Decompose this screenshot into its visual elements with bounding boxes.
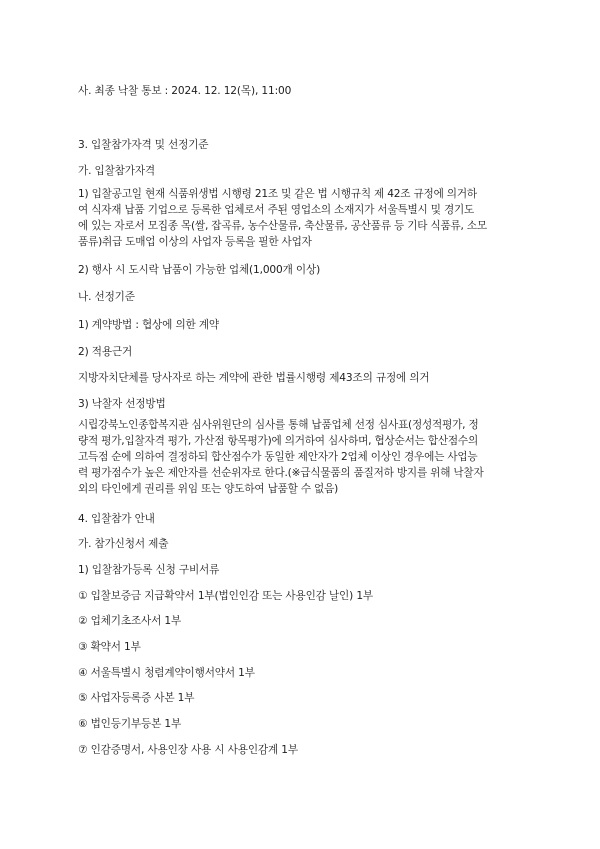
qualification-item-1-line: 1) 입찰공고일 현재 식품위생법 시행령 21조 및 같은 법 시행규칙 제 42조 규정에 의거하 <box>78 188 477 200</box>
section-3-subheading-criteria: 나. 선정기준 <box>78 291 135 303</box>
selection-method-text <box>78 417 530 497</box>
qualification-item-1-line: 품류)취급 도매업 이상의 사업자 등록을 필한 사업자 <box>78 236 312 248</box>
qualification-item-2: 2) 행사 시 도시락 납품이 가능한 업체(1,000개 이상) <box>78 264 321 276</box>
required-doc-item: ① 입찰보증금 지급확약서 1부(법인인감 또는 사용인감 날인) 1부 <box>78 590 374 602</box>
selection-method-line: 고득점 순에 의하여 결정하되 합산점수가 동일한 제안자가 2업체 이상인 경우에는 사업능 <box>78 451 478 463</box>
contract-method: 1) 계약방법 : 협상에 의한 계약 <box>78 319 219 331</box>
final-award-notice: 사. 최종 낙찰 통보 : 2024. 12. 12(목), 11:00 <box>78 85 292 97</box>
required-doc-item: ④ 서울특별시 청렴계약이행서약서 1부 <box>78 667 255 679</box>
section-3-heading: 3. 입찰참가자격 및 선정기준 <box>78 139 209 151</box>
section-4-subheading: 가. 참가신청서 제출 <box>78 538 169 550</box>
qualification-item-1-line: 에 있는 자로서 모집종 목(쌀, 잡곡류, 농수산물류, 축산물류, 공산품류 등 기타 식품류, 소모 <box>78 220 487 232</box>
required-docs-label: 1) 입찰참가등록 신청 구비서류 <box>78 564 220 576</box>
required-doc-item: ⑥ 법인등기부등본 1부 <box>78 718 182 730</box>
section-3-subheading-qualification: 가. 입찰참가자격 <box>78 165 156 177</box>
legal-basis-label: 2) 적용근거 <box>78 346 133 358</box>
section-4-heading: 4. 입찰참가 안내 <box>78 513 155 525</box>
legal-basis-text: 지방자치단체를 당사자로 하는 계약에 관한 법률시행령 제43조의 규정에 의거 <box>78 372 430 384</box>
selection-method-line: 력 평가점수가 높은 제안자를 선순위자로 한다.(※급식물품의 품질저하 방지를 위해 낙찰자 <box>78 467 484 479</box>
qualification-item-1 <box>78 186 530 250</box>
required-doc-item: ② 업체기초조사서 1부 <box>78 615 182 627</box>
required-doc-item: ③ 확약서 1부 <box>78 641 141 653</box>
selection-method-line: 량적 평가,입찰자격 평가, 가산점 항목평가)에 의거하여 심사하며, 협상순서는 합산점수의 <box>78 435 478 447</box>
selection-method-line: 시립강북노인종합복지관 심사위원단의 심사를 통해 납품업체 선정 심사표(정성적평가, 정 <box>78 419 479 431</box>
required-doc-item: ⑤ 사업자등록증 사본 1부 <box>78 692 195 704</box>
required-doc-item: ⑦ 인감증명서, 사용인장 사용 시 사용인감계 1부 <box>78 744 298 756</box>
selection-method-label: 3) 낙찰자 선정방법 <box>78 398 166 410</box>
qualification-item-1-line: 여 식자재 납품 기업으로 등록한 업체로서 주된 영업소의 소재지가 서울특별시 및 경기도 <box>78 204 475 216</box>
selection-method-line: 외의 타인에게 권리를 위임 또는 양도하여 납품할 수 없음) <box>78 483 339 495</box>
